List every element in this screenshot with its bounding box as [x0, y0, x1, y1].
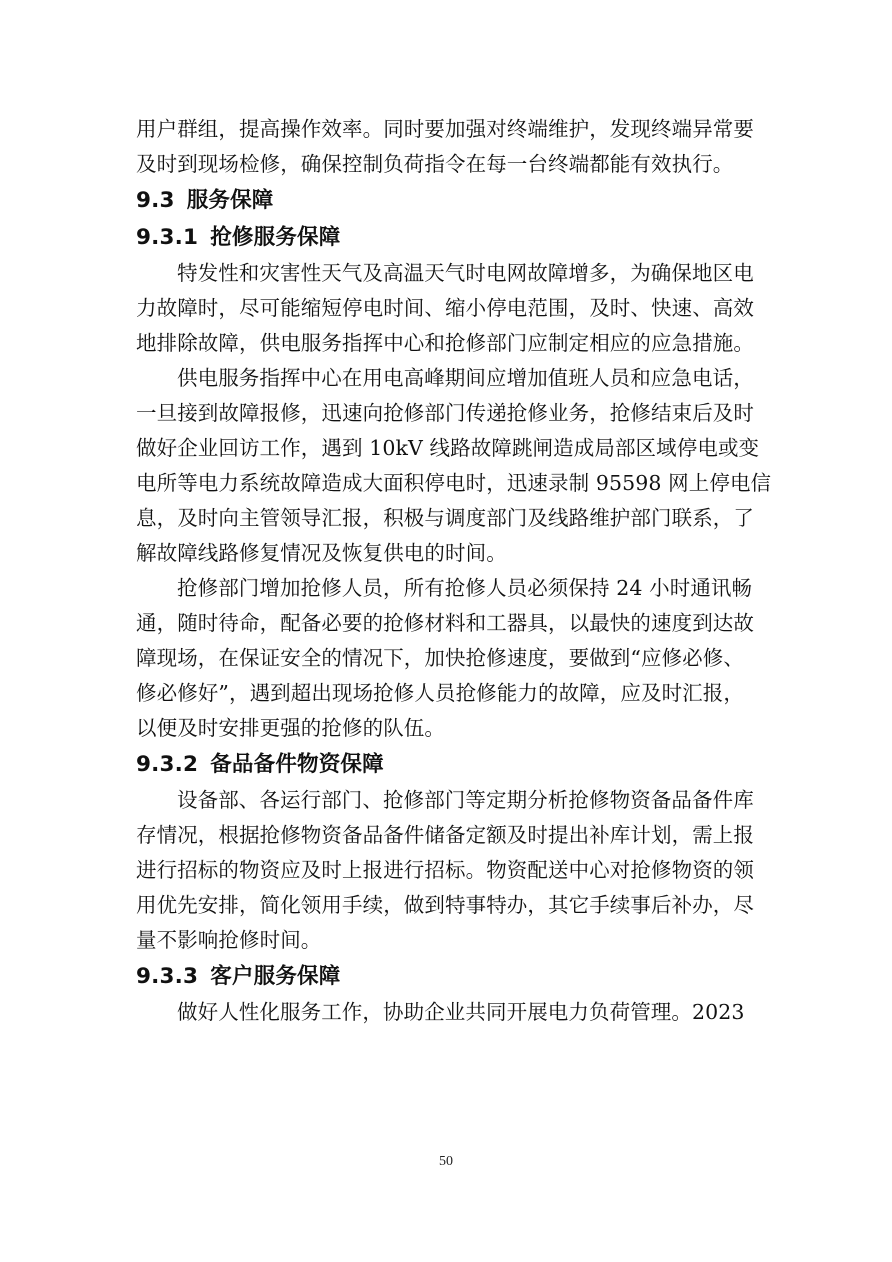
section-heading-9-3-1: [136, 219, 760, 256]
text-line: 抢修部门增加抢修人员，所有抢修人员必须保持 24 小时通讯畅: [177, 576, 753, 600]
section-heading-9-3-3: [136, 958, 760, 995]
text-line: 解故障线路修复情况及恢复供电的时间。: [136, 541, 507, 565]
text-line: 存情况，根据抢修物资备品备件储备定额及时提出补库计划，需上报: [136, 823, 754, 847]
section-title: 服务保障: [186, 188, 274, 213]
section-heading-9-3: [136, 182, 760, 219]
text-line: 特发性和灾害性天气及高温天气时电网故障增多，为确保地区电: [177, 261, 754, 285]
text-line: 通，随时待命，配备必要的抢修材料和工器具，以最快的速度到达故: [136, 611, 754, 635]
text-line: 设备部、各运行部门、抢修部门等定期分析抢修物资备品备件库: [177, 788, 754, 812]
text-line: 息，及时向主管领导汇报，积极与调度部门及线路维护部门联系，了: [136, 506, 754, 530]
text-line: 供电服务指挥中心在用电高峰期间应增加值班人员和应急电话，: [177, 366, 754, 390]
section-title: 客户服务保障: [210, 964, 341, 989]
section-heading-9-3-2: [136, 746, 760, 783]
paragraph: [136, 256, 760, 361]
text-line: 电所等电力系统故障造成大面积停电时，迅速录制 95598 网上停电信: [136, 471, 772, 495]
section-number: 9.3.2: [136, 752, 199, 777]
paragraph-continued: [136, 112, 760, 182]
section-number: 9.3: [136, 188, 175, 213]
paragraph: [136, 995, 760, 1030]
text-line: 用户群组，提高操作效率。同时要加强对终端维护，发现终端异常要: [136, 117, 754, 141]
text-line: 做好人性化服务工作，协助企业共同开展电力负荷管理。2023: [177, 1000, 745, 1024]
text-line: 用优先安排，简化领用手续，做到特事特办，其它手续事后补办，尽: [136, 893, 754, 917]
text-line: 地排除故障，供电服务指挥中心和抢修部门应制定相应的应急措施。: [136, 331, 754, 355]
section-number: 9.3.1: [136, 225, 199, 250]
section-title: 备品备件物资保障: [210, 752, 384, 777]
page-number: 50: [439, 1154, 453, 1169]
text-line: 做好企业回访工作，遇到 10kV 线路故障跳闸造成局部区域停电或变: [136, 436, 760, 460]
text-line: 及时到现场检修，确保控制负荷指令在每一台终端都能有效执行。: [136, 152, 734, 176]
paragraph: [136, 361, 772, 571]
document-page: [136, 112, 772, 1030]
text-line: 障现场，在保证安全的情况下，加快抢修速度，要做到“应修必修、: [136, 646, 744, 670]
text-line: 力故障时，尽可能缩短停电时间、缩小停电范围，及时、快速、高效: [136, 296, 754, 320]
text-line: 量不影响抢修时间。: [136, 928, 322, 952]
section-number: 9.3.3: [136, 964, 199, 989]
section-title: 抢修服务保障: [210, 225, 341, 250]
text-line: 以便及时安排更强的抢修的队伍。: [136, 716, 445, 740]
paragraph: [136, 571, 760, 746]
text-line: 进行招标的物资应及时上报进行招标。物资配送中心对抢修物资的领: [136, 858, 754, 882]
text-line: 一旦接到故障报修，迅速向抢修部门传递抢修业务，抢修结束后及时: [136, 401, 754, 425]
paragraph: [136, 783, 760, 958]
text-line: 修必修好”，遇到超出现场抢修人员抢修能力的故障，应及时汇报，: [136, 681, 744, 705]
